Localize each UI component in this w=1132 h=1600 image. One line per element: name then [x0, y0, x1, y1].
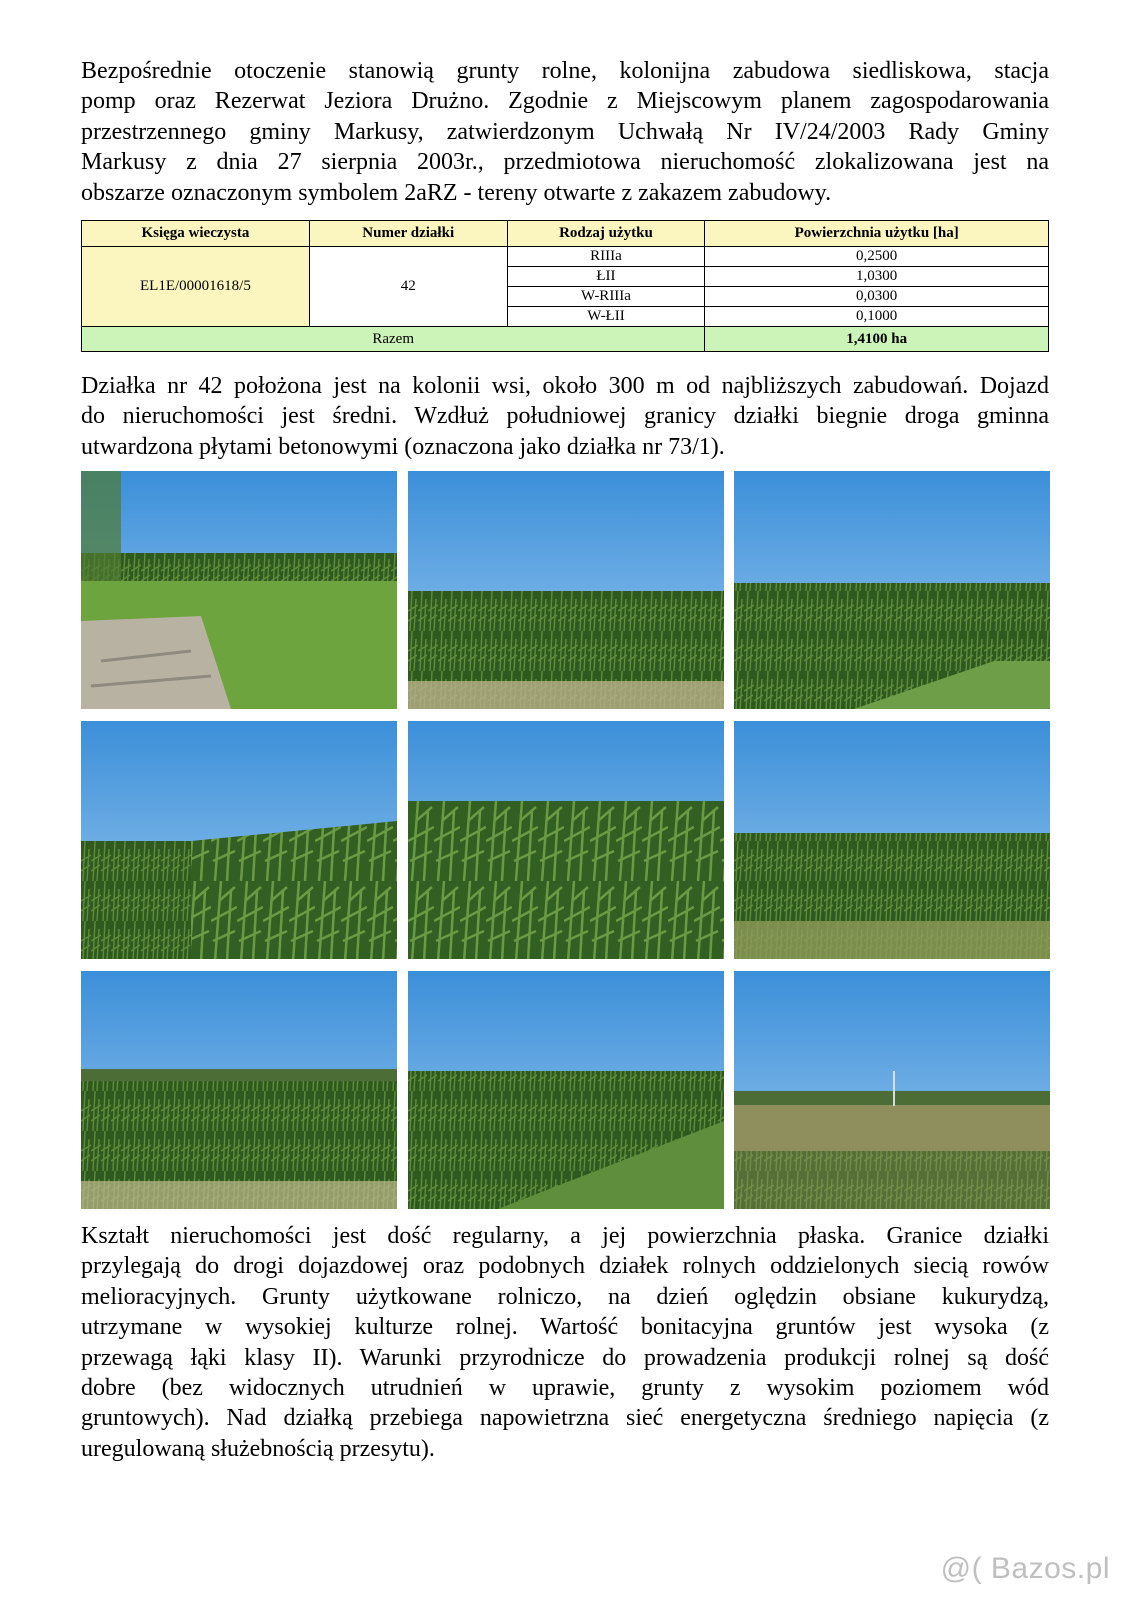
- field-photo-6: [734, 721, 1050, 959]
- plot-number-cell: 42: [309, 247, 507, 327]
- table-header-row: [82, 221, 1049, 247]
- table-row: [82, 247, 1049, 267]
- land-use-table: [81, 220, 1049, 352]
- total-label: Razem: [82, 327, 705, 352]
- text-line: obszarze oznaczonym symbolem 2aRZ - tereny otwarte z zakazem zabudowy.: [81, 179, 832, 206]
- text-line: pomp oraz Rezerwat Jeziora Drużno. Zgodnie z Miejscowym planem zagospodarowania: [81, 88, 1049, 115]
- text-line: melioracyjnych. Grunty użytkowane rolniczo, na dzień oględzin obsiane kukurydzą,: [81, 1283, 1049, 1310]
- text-line: przewagą łąki klasy II). Warunki przyrodnicze do prowadzenia produkcji rolnej są dość: [81, 1344, 1049, 1371]
- text-line: Markusy z dnia 27 sierpnia 2003r., przedmiotowa nieruchomość zlokalizowana jest na: [81, 149, 1049, 176]
- area-cell: 0,0300: [705, 287, 1049, 307]
- text-line: gruntowych). Nad działką przebiega napowietrzna sieć energetyczna średniego napięcia (z: [81, 1405, 1049, 1432]
- header-land-type: Rodzaj użytku: [507, 221, 705, 247]
- land-type-cell: W-ŁII: [507, 307, 705, 327]
- field-photo-3: [734, 471, 1050, 709]
- area-cell: 1,0300: [705, 267, 1049, 287]
- field-photo-5: [408, 721, 724, 959]
- field-photo-1: [81, 471, 397, 709]
- access-paragraph: [81, 371, 1049, 462]
- text-line: uregulowaną służebnością przesytu).: [81, 1435, 435, 1462]
- text-line: do nieruchomości jest średni. Wzdłuż południowej granicy działki biegnie droga gminna: [81, 403, 1049, 430]
- area-cell: 0,1000: [705, 307, 1049, 327]
- watermark-text: Bazos.pl: [990, 1552, 1110, 1585]
- area-cell: 0,2500: [705, 247, 1049, 267]
- text-line: Bezpośrednie otoczenie stanowią grunty rolne, kolonijna zabudowa siedliskowa, stacja: [81, 58, 1049, 84]
- text-line: dobre (bez widocznych utrudnień w uprawie, grunty z wysokim poziomem wód: [81, 1375, 1049, 1402]
- watermark: [941, 1552, 1110, 1586]
- field-photo-4: [81, 721, 397, 959]
- field-photo-8: [408, 971, 724, 1209]
- intro-paragraph: [81, 56, 1049, 208]
- total-value: 1,4100 ha: [705, 327, 1049, 352]
- land-type-cell: RIIIa: [507, 247, 705, 267]
- text-line: Działka nr 42 położona jest na kolonii wsi, około 300 m od najbliższych zabudowań. Dojazd: [81, 373, 1049, 399]
- text-line: przestrzennego gminy Markusy, zatwierdzonym Uchwałą Nr IV/24/2003 Rady Gminy: [81, 118, 1049, 145]
- text-line: utrzymane w wysokiej kulturze rolnej. Wartość bonitacyjna gruntów jest wysoka (z: [81, 1314, 1049, 1341]
- land-register-cell: EL1E/00001618/5: [82, 247, 310, 327]
- text-line: Kształt nieruchomości jest dość regularny, a jej powierzchnia płaska. Granice działki: [81, 1223, 1049, 1249]
- at-icon: @(: [940, 1552, 983, 1585]
- header-area: Powierzchnia użytku [ha]: [705, 221, 1049, 247]
- land-type-cell: ŁII: [507, 267, 705, 287]
- text-line: utwardzona płytami betonowymi (oznaczona jako działka nr 73/1).: [81, 433, 725, 460]
- land-type-cell: W-RIIIa: [507, 287, 705, 307]
- text-line: przylegają do drogi dojazdowej oraz podobnych działek rolnych oddzielonych siecią rowów: [81, 1253, 1049, 1280]
- header-plot-number: Numer działki: [309, 221, 507, 247]
- description-paragraph: [81, 1221, 1049, 1464]
- table-total-row: [82, 327, 1049, 352]
- field-photo-2: [408, 471, 724, 709]
- field-photo-7: [81, 971, 397, 1209]
- field-photo-9: [734, 971, 1050, 1209]
- header-land-register: Księga wieczysta: [82, 221, 310, 247]
